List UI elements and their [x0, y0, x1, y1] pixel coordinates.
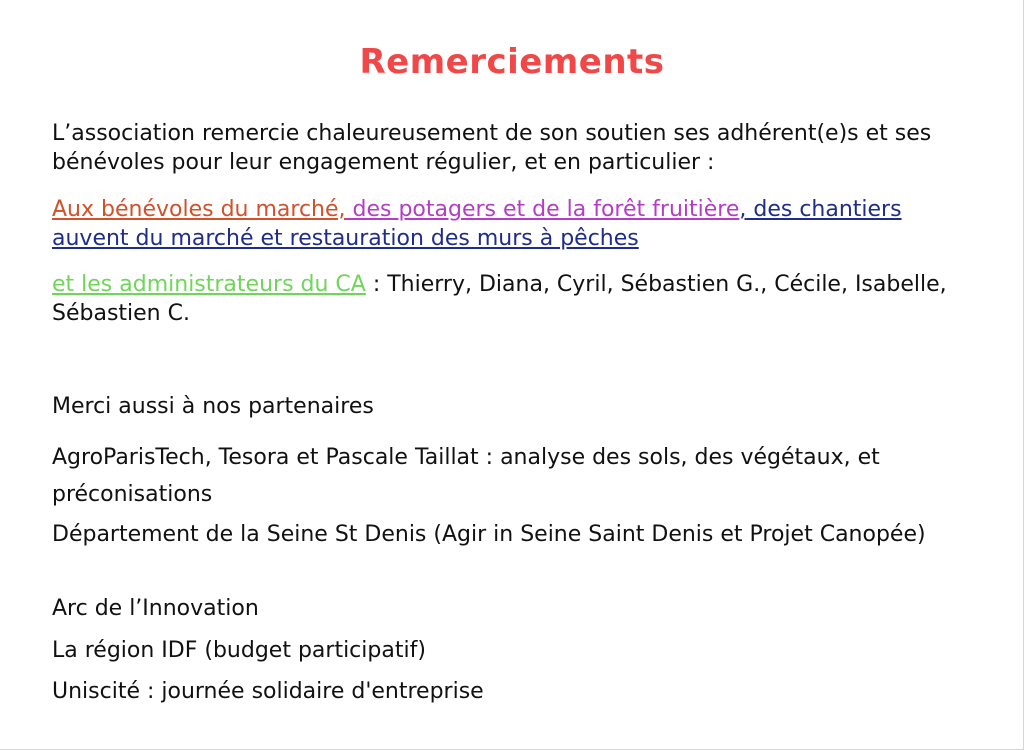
- intro-paragraph: L’association remercie chaleureusement de son soutien ses adhérent(e)s et ses bénévoles pour leur engagement régulier, et en particulier :: [52, 121, 932, 175]
- board-member-names: : Thierry, Diana, Cyril, Sébastien G., Cécile, Isabelle, Sébastien C.: [52, 272, 947, 326]
- partner-item: AgroParisTech, Tesora et Pascale Taillat : analyse des sols, des végétaux, et préconisations: [52, 445, 880, 507]
- partners-heading: Merci aussi à nos partenaires: [52, 394, 374, 419]
- thanks-comma: ,: [739, 197, 747, 222]
- partner-item: Uniscité : journée solidaire d'entreprise: [52, 679, 484, 704]
- partner-item: La région IDF (budget participatif): [52, 638, 426, 663]
- partner-item: Arc de l’Innovation: [52, 596, 259, 621]
- volunteers-gardens-link[interactable]: des potagers et de la forêt fruitière: [345, 197, 740, 222]
- volunteer-thanks: [52, 195, 972, 253]
- volunteers-worksites-link[interactable]: des chantiers auvent du marché et restauration des murs à pêches: [52, 197, 902, 251]
- board-members-link[interactable]: et les administrateurs du CA: [52, 272, 366, 297]
- slide-title: Remerciements: [359, 42, 665, 82]
- board-thanks: [52, 270, 972, 328]
- volunteers-market-link[interactable]: Aux bénévoles du marché,: [52, 197, 346, 222]
- partner-item: Département de la Seine St Denis (Agir in Seine Saint Denis et Projet Canopée): [52, 522, 926, 547]
